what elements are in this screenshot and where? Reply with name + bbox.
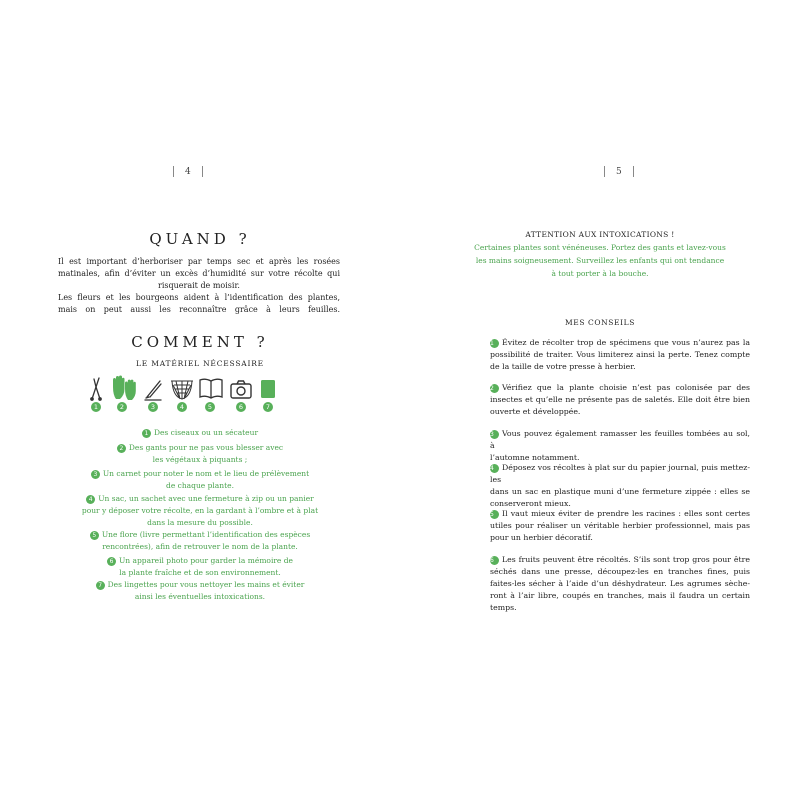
quand-line: Il est important d’herboriser par temps sec et après les rosées <box>58 257 340 266</box>
quand-heading: QUAND ? <box>149 230 251 248</box>
tool-7 <box>256 375 280 415</box>
list-item: 5 Une flore (livre permettant l’identification des espèces rencontrées), afin de retrouver le nom de la plante. <box>40 529 360 553</box>
quand-paragraph <box>58 256 340 316</box>
page-number-right: 5 <box>593 166 645 177</box>
quand-line: matinales, afin d’éviter un excès d’humidité sur votre récolte qui <box>58 269 340 278</box>
item-number-badge: 5 <box>90 531 99 540</box>
item-number-badge: 4 <box>86 495 95 504</box>
tool-number-badge: 3 <box>148 402 158 412</box>
tip-number-badge: 2 <box>490 384 499 393</box>
tool-6 <box>229 375 253 415</box>
quand-line: Les fleurs et les bourgeons aident à l’identification des plantes, <box>58 293 340 302</box>
item-number-badge: 1 <box>142 429 151 438</box>
tip-item: 2 Vérifiez que la plante choisie n’est pas colonisée par des insectes et qu’elle ne présente pas de saletés. Elle doit être bien ouverte et développée. <box>490 383 750 416</box>
item-number-badge: 3 <box>91 470 100 479</box>
item-number-badge: 6 <box>107 557 116 566</box>
gloves-icon <box>110 375 140 401</box>
comment-heading: COMMENT ? <box>131 333 269 351</box>
tool-1 <box>84 375 108 415</box>
list-item: 2 Des gants pour ne pas vous blesser avec les végétaux à piquants ; <box>40 442 360 466</box>
tip-item: 5 Il vaut mieux éviter de prendre les racines : elles sont certes utiles pour réaliser un véritable herbier professionnel, mais pas pour un herbier décoratif. <box>490 509 750 542</box>
tool-number-badge: 4 <box>177 402 187 412</box>
wipes-icon <box>256 375 280 401</box>
tool-3 <box>141 375 165 415</box>
pencil-icon <box>141 375 165 401</box>
tip-number-badge: 6 <box>490 556 499 565</box>
right-page <box>400 0 800 800</box>
conseils-heading: MES CONSEILS <box>564 318 636 327</box>
list-item: 1 Des ciseaux ou un sécateur <box>40 427 360 439</box>
list-item: 6 Un appareil photo pour garder la mémoire de la plante fraîche et de son environnement. <box>40 555 360 579</box>
tip-item: 6 Les fruits peuvent être récoltés. S’ils sont trop gros pour être séchés dans une presse, découpez-les en tranches fines, puis faites-les sécher à l’aide d’un déshydrateur. Les agrumes sèche- ront à l’air libre, coupés en tranches, mais il faudra un certain temps. <box>490 555 750 612</box>
tip-item: 1 Évitez de récolter trop de spécimens que vous n’aurez pas la possibilité de traiter. Vous limiterez ainsi la perte. Tenez compte de la taille de votre presse à herbier. <box>490 338 750 371</box>
item-number-badge: 7 <box>96 581 105 590</box>
item-number-badge: 2 <box>117 444 126 453</box>
tools-icon-row <box>80 375 280 415</box>
tool-number-badge: 7 <box>263 402 273 412</box>
attention-line: les mains soigneusement. Surveillez les enfants qui ont tendance <box>475 256 725 265</box>
tip-number-badge: 5 <box>490 510 499 519</box>
tip-number-badge: 3 <box>490 430 499 439</box>
quand-line: mais on peut aussi les reconnaître grâce à leurs feuilles. <box>58 305 340 314</box>
materiel-subheading: LE MATÉRIEL NÉCESSAIRE <box>136 359 264 368</box>
page-number-left: 4 <box>162 166 214 177</box>
tip-number-badge: 1 <box>490 339 499 348</box>
tool-number-badge: 2 <box>117 402 127 412</box>
list-item: 7 Des lingettes pour vous nettoyer les mains et éviter ainsi les éventuelles intoxications. <box>40 579 360 603</box>
attention-title: ATTENTION AUX INTOXICATIONS ! <box>525 230 675 239</box>
book-icon <box>198 375 224 401</box>
net-bag-icon <box>170 375 194 401</box>
list-item: 3 Un carnet pour noter le nom et le lieu de prélèvement de chaque plante. <box>40 468 360 492</box>
list-item: 4 Un sac, un sachet avec une fermeture à zip ou un panier pour y déposer votre récolte, en la gardant à l’ombre et à plat dans la mesure du possible. <box>81 494 319 527</box>
attention-line: Certaines plantes sont vénéneuses. Portez des gants et lavez-vous <box>474 243 726 252</box>
camera-icon <box>229 375 253 401</box>
tip-item: 4 Déposez vos récoltes à plat sur du papier journal, puis mettez-les dans un sac en plastique muni d’une fermeture zippée : elles se conserveront mieux. <box>490 463 750 508</box>
tool-5 <box>198 375 222 415</box>
quand-line: risquerait de moisir. <box>158 281 240 290</box>
attention-line: à tout porter à la bouche. <box>551 269 649 278</box>
attention-box <box>400 228 800 280</box>
tool-number-badge: 6 <box>236 402 246 412</box>
tip-item: 3 Vous pouvez également ramasser les feuilles tombées au sol, à l’automne notamment. <box>490 429 750 462</box>
scissors-icon <box>84 375 108 401</box>
tool-number-badge: 1 <box>91 402 101 412</box>
tip-number-badge: 4 <box>490 464 499 473</box>
tool-number-badge: 5 <box>205 402 215 412</box>
tool-2 <box>110 375 134 415</box>
tool-4 <box>170 375 194 415</box>
